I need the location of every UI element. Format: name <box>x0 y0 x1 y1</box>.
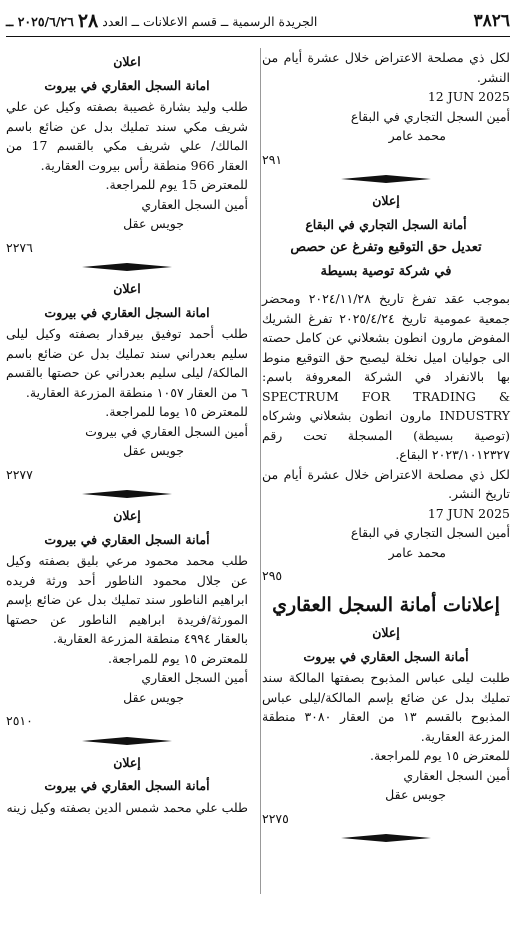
notice-objection: للمعترض ١٥ يوما للمراجعة. <box>105 404 248 419</box>
signer-title: أمين السجل التجاري في البقاع <box>350 108 510 124</box>
notice-number: ٢٢٧٧ <box>6 466 33 482</box>
notice-title: أمانة السجل العقاري في بيروت <box>44 531 210 547</box>
signer-name: جويس عقل <box>123 216 184 231</box>
signer-title: أمين السجل العقاري <box>403 767 510 783</box>
notice-date: 17 JUN 2025 <box>427 505 510 521</box>
gazette-name: الجريدة الرسمية ــ قسم الاعلانات ــ العدد <box>102 13 318 29</box>
notice-body: طلب محمد محمود مرعي بليق بصفته وكيل عن جلال محمود الناطور أحد ورثة فريده ابراهيم الناطور سند تمليك بدل عن ضائع بإسم المورثة/فريدة ابراهيم الناطور عن حصتها بالعقار ٤٩٩٤ منطقة المزرعة العقارية. <box>6 553 248 646</box>
notice-number: ٢٢٧٦ <box>6 239 33 255</box>
signer-title: أمين السجل العقاري <box>141 196 248 212</box>
notice-title: أمانة السجل التجاري في البقاع <box>305 216 467 232</box>
page-header <box>6 6 510 37</box>
signer-name: جويس عقل <box>123 689 184 705</box>
signer-name: محمد عامر <box>388 128 446 143</box>
notice-number: ٢٩١ <box>262 151 283 167</box>
separator-ornament <box>262 834 510 842</box>
column-divider <box>260 48 261 894</box>
issue-date: ٢٠٢٥/٦/٢٦ ــ <box>6 13 74 29</box>
notice-number: ٢٩٥ <box>262 568 283 583</box>
notice-heading: إعلان <box>113 754 141 770</box>
notice-number: ٢٥١٠ <box>6 713 33 728</box>
gazette-title <box>6 10 317 32</box>
notice-objection: للمعترض ١٥ يوم للمراجعة. <box>107 650 248 666</box>
signer-name: جويس عقل <box>385 787 446 802</box>
notice-body: طلب علي محمد شمس الدين بصفته وكيل زينه <box>6 799 248 815</box>
signer-title: أمين السجل العقاري <box>141 670 248 685</box>
signer-name: محمد عامر <box>388 544 446 560</box>
notice-date: 12 JUN 2025 <box>427 89 510 104</box>
notice-title: أمانة السجل العقاري في بيروت <box>303 648 469 664</box>
notice-subtitle: في شركة توصية بسيطة <box>320 263 452 279</box>
signer-name: جويس عقل <box>123 443 184 458</box>
separator-ornament <box>262 175 510 183</box>
right-column <box>262 48 510 850</box>
separator-ornament <box>6 490 248 498</box>
issue-number: ٢٨ <box>77 10 99 32</box>
notice-subtitle: تعديل حق التوقيع وتفرغ عن حصص <box>290 240 482 255</box>
notice-objection: للمعترض ١٥ يوم للمراجعة. <box>369 748 510 763</box>
signer-title: أمين السجل التجاري في البقاع <box>350 525 510 540</box>
left-column <box>6 48 248 817</box>
notice-body: بموجب عقد تفرغ تاريخ ٢٠٢٤/١١/٢٨ ومحضر جمعية عمومية تاريخ ٢٠٢٥/٤/٢٤ تفرغ الشريك المفوض مارون انطون بشعلاني عن كامل حصته الى جوليان اميل نخلة ليصبح حق التوقيع منوط بها بالانفراد في الشركة المعروفة باسم: SPECTRUM FOR TRADING & INDUSTRY مارون انطون بشعلاني وشركاه (توصية بسيطة) المسجلة تحت رقم ٢٠٢٣/١٠١٢٣٢٧ البقاع. <box>262 291 511 462</box>
notice-body: لكل ذي مصلحة الاعتراض خلال عشرة أيام من النشر. <box>262 50 510 85</box>
notice-heading: إعلان <box>113 508 141 523</box>
section-title: إعلانات أمانة السجل العقاري <box>272 593 500 616</box>
page-number: ٣٨٢٦ <box>473 11 510 31</box>
signer-title: أمين السجل العقاري في بيروت <box>85 423 248 439</box>
notice-body: طلب وليد بشارة غصيبة بصفته وكيل عن علي شريف مكي سند تمليك بدل عن ضائع باسم المالك/ علي شريف مكي بالقسم 17 من العقار 966 منطقة رأس بيروت العقارية. <box>6 99 248 173</box>
notice-title: امانة السجل العقاري في بيروت <box>44 77 210 93</box>
notice-heading: إعلان <box>372 193 400 208</box>
notice-number: ٢٢٧٥ <box>262 810 289 826</box>
notice-heading: إعلان <box>372 625 400 640</box>
separator-ornament <box>6 263 248 271</box>
separator-ornament <box>6 737 248 745</box>
notice-objection: للمعترض 15 يوم للمراجعة. <box>105 177 248 192</box>
notice-objection: لكل ذي مصلحة الاعتراض خلال عشرة أيام من تاريخ النشر. <box>262 466 510 501</box>
notice-heading: اعلان <box>113 281 141 296</box>
notice-title: امانة السجل العقاري في بيروت <box>44 304 210 320</box>
notice-body: طلب أحمد توفيق بيرقدار بصفته وكيل ليلى سليم بعدراني سند تمليك بدل عن ضائع باسم المالكة/ ليلى سليم بعدراني عن حصتها بالقسم ٦ من العقار ١٠٥٧ منطقة المزرعة العقارية. <box>6 326 248 400</box>
notice-title: أمانة السجل العقاري في بيروت <box>44 778 210 793</box>
notice-heading: اعلان <box>113 54 141 69</box>
notice-body: طلبت ليلى عباس المذبوح بصفتها المالكة سند تمليك بدل عن ضائع بإسم المالكة/ليلى عباس المذبوح بالقسم ١٣ من العقار ٣٠٨٠ منطقة المزرعة العقارية. <box>262 670 510 744</box>
